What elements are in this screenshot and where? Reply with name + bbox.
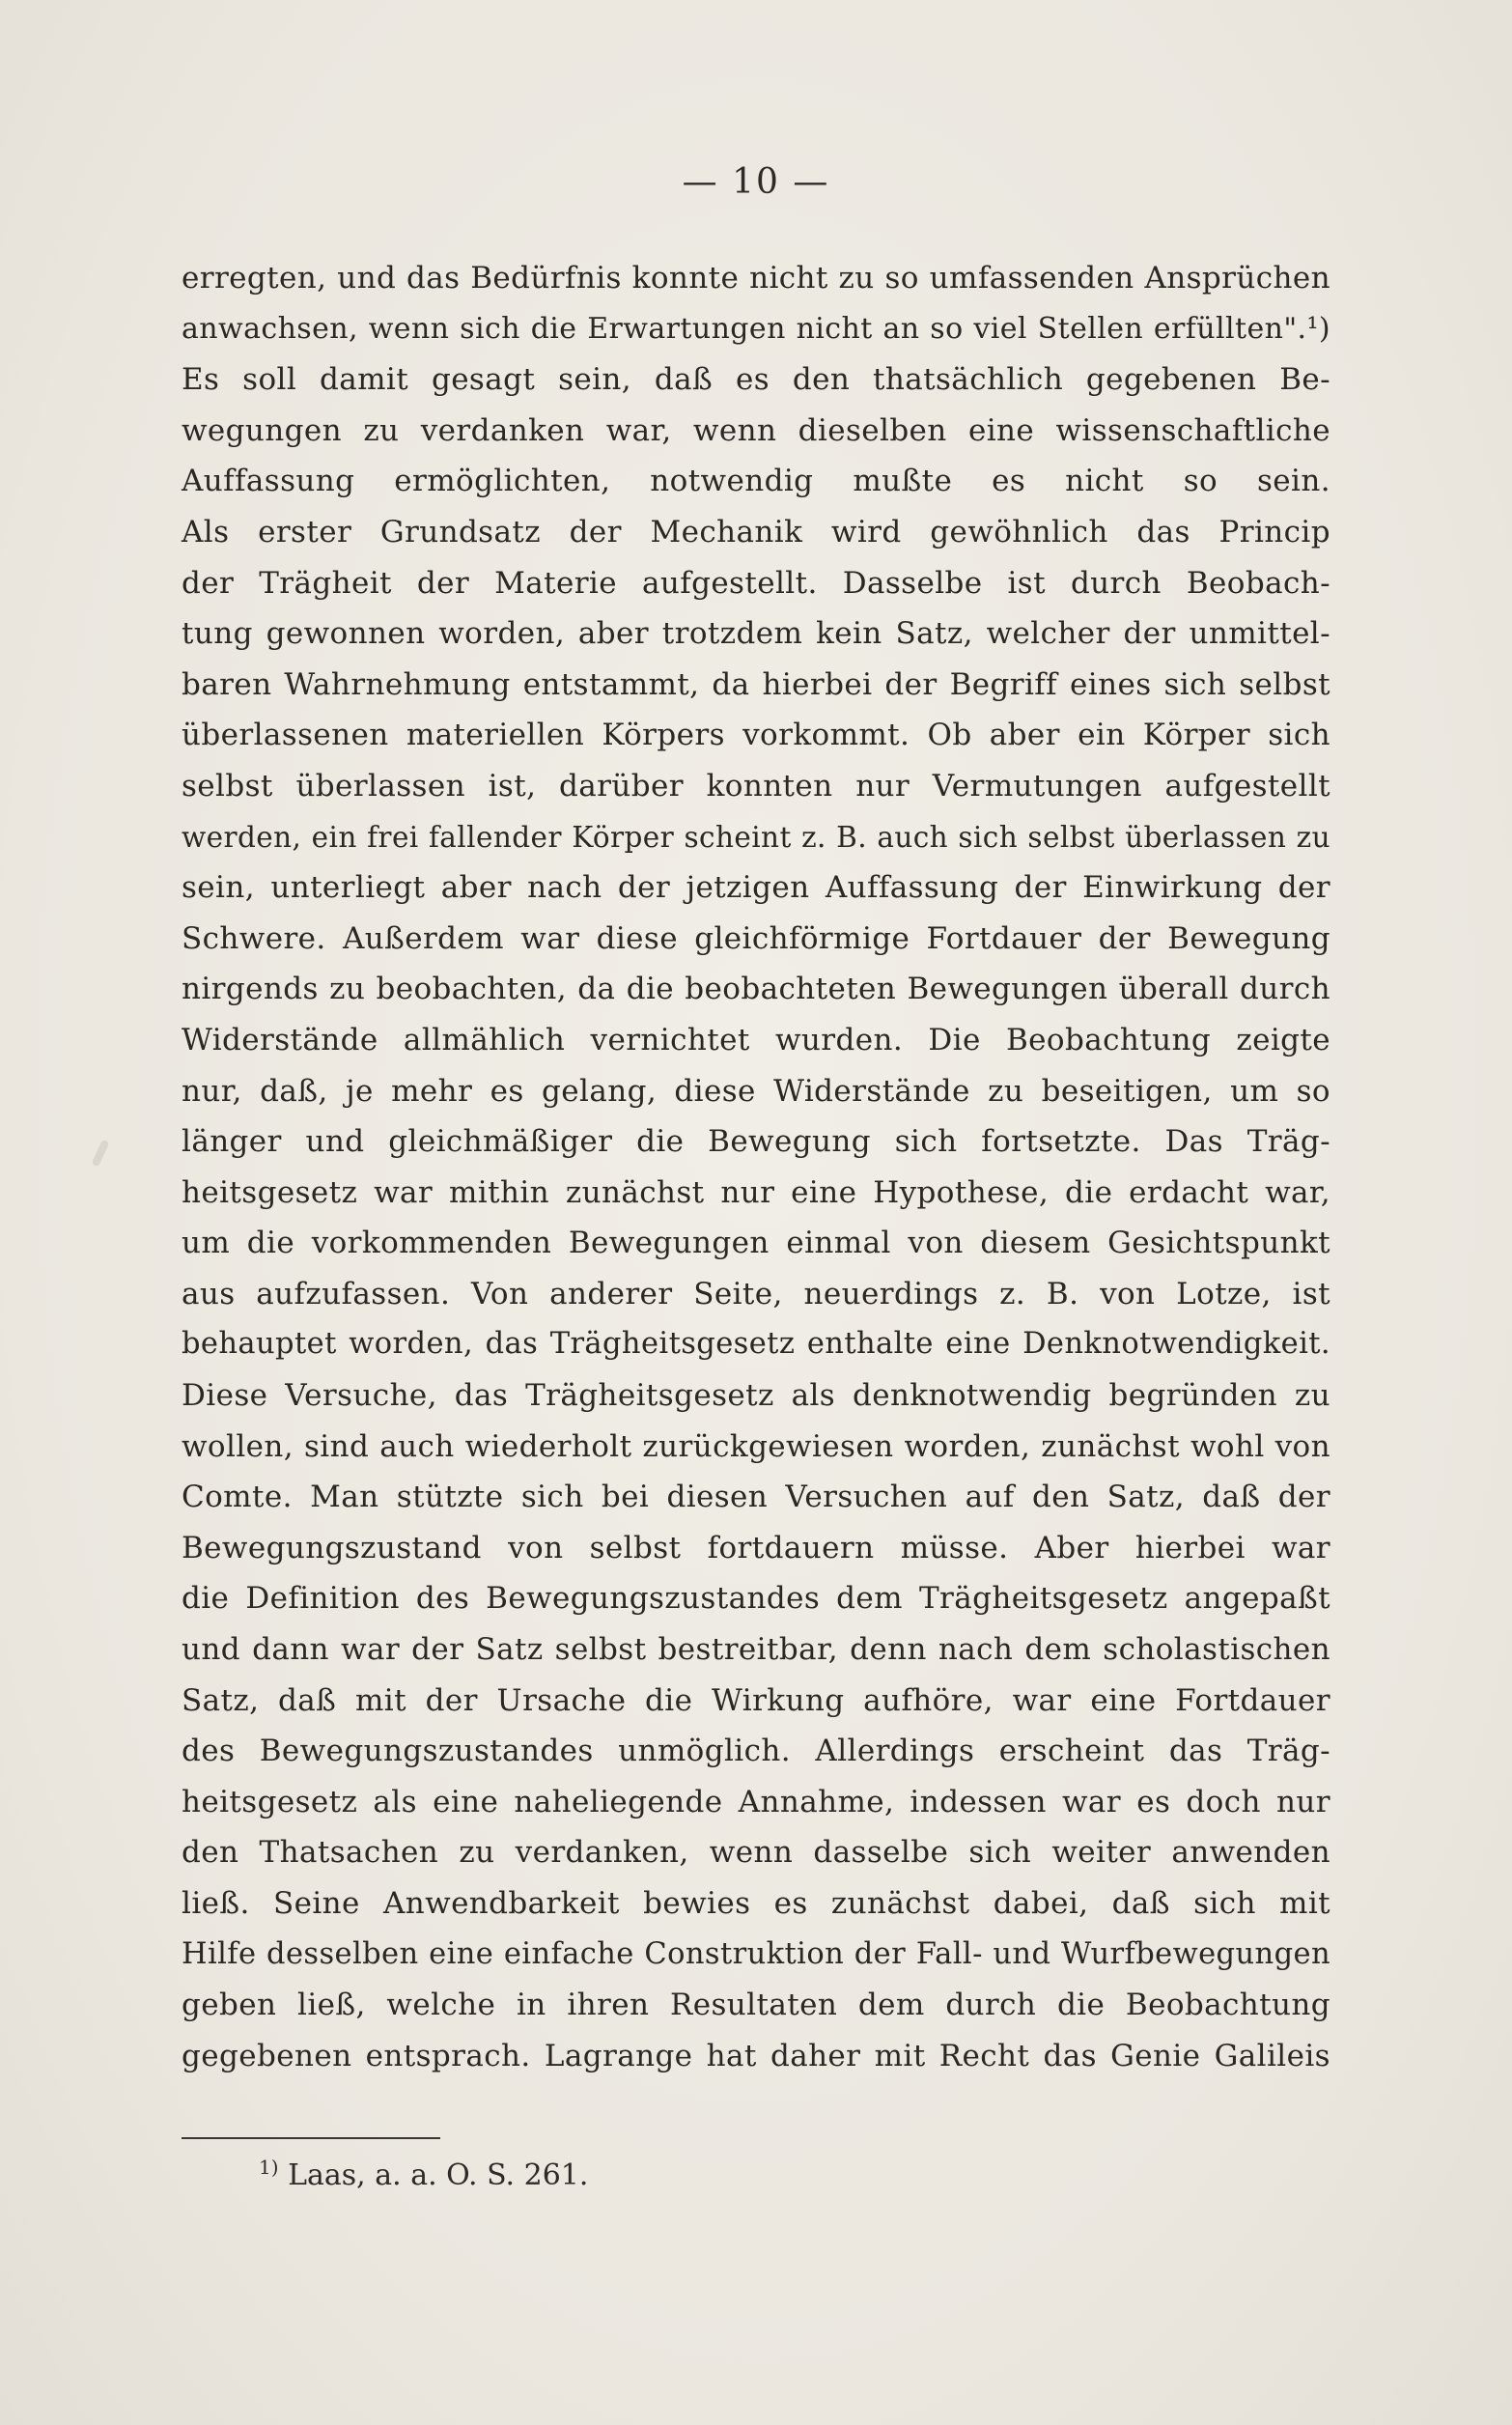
footnote-marker: 1)	[259, 2156, 279, 2179]
text-line: aus aufzufassen. Von anderer Seite, neuerdings z. B. von Lotze, ist	[182, 1276, 1330, 1311]
body-text	[182, 253, 1330, 2081]
text-line: Comte. Man stützte sich bei diesen Versuchen auf den Satz, daß der	[182, 1480, 1330, 1515]
text-line: nur, daß, je mehr es gelang, diese Widerstände zu beseitigen, um so	[182, 1073, 1330, 1109]
text-line: länger und gleichmäßiger die Bewegung sich fortsetzte. Das Träg-	[182, 1124, 1330, 1160]
text-line: um die vorkommenden Bewegungen einmal von diesem Gesichtspunkt	[182, 1226, 1330, 1261]
paper-smudge	[91, 1140, 109, 1168]
text-line: der Trägheit der Materie aufgestellt. Dasselbe ist durch Beobach-	[182, 565, 1330, 601]
text-line: Schwere. Außerdem war diese gleichförmige Fortdauer der Bewegung	[182, 920, 1330, 956]
text-line: baren Wahrnehmung entstammt, da hierbei der Begriff eines sich selbst	[182, 666, 1330, 702]
text-line: sein, unterliegt aber nach der jetzigen Auffassung der Einwirkung der	[182, 870, 1330, 906]
text-line: wegungen zu verdanken war, wenn dieselben eine wissenschaftliche	[182, 412, 1330, 448]
footnote	[259, 2146, 588, 2197]
text-line: die Definition des Bewegungszustandes dem Trägheitsgesetz angepaßt	[182, 1581, 1330, 1617]
text-line: werden, ein frei fallender Körper scheint z. B. auch sich selbst überlassen zu	[182, 820, 1330, 854]
text-line: den Thatsachen zu verdanken, wenn dasselbe sich weiter anwenden	[182, 1835, 1330, 1871]
footnote-rule	[182, 2137, 440, 2139]
text-line: Auffassung ermöglichten, notwendig mußte es nicht so sein.	[182, 464, 1330, 499]
text-line: heitsgesetz war mithin zunächst nur eine Hypothese, die erdacht war,	[182, 1174, 1330, 1210]
text-line: selbst überlassen ist, darüber konnten nur Vermutungen aufgestellt	[182, 768, 1330, 804]
text-line: gegebenen entsprach. Lagrange hat daher mit Recht das Genie Galileis	[182, 2038, 1330, 2073]
text-line: Bewegungszustand von selbst fortdauern müsse. Aber hierbei war	[182, 1530, 1330, 1565]
text-line: anwachsen, wenn sich die Erwartungen nicht an so viel Stellen erfüllten".¹)	[182, 311, 1330, 346]
text-line: überlassenen materiellen Körpers vorkommt. Ob aber ein Körper sich	[182, 718, 1330, 753]
text-line: erregten, und das Bedürfnis konnte nicht zu so umfassenden Ansprüchen	[182, 261, 1330, 296]
text-line: Widerstände allmählich vernichtet wurden. Die Beobachtung zeigte	[182, 1022, 1330, 1057]
text-line: ließ. Seine Anwendbarkeit bewies es zunächst dabei, daß sich mit	[182, 1886, 1330, 1921]
text-line: und dann war der Satz selbst bestreitbar, denn nach dem scholastischen	[182, 1632, 1330, 1668]
footnote-text: Laas, a. a. O. S. 261.	[288, 2158, 589, 2192]
text-line: Hilfe desselben eine einfache Construktion der Fall- und Wurfbewegungen	[182, 1936, 1330, 1971]
text-line: des Bewegungszustandes unmöglich. Allerdings erscheint das Träg-	[182, 1734, 1330, 1769]
text-line: behauptet worden, das Trägheitsgesetz enthalte eine Denknotwendigkeit.	[182, 1327, 1330, 1362]
text-line: Diese Versuche, das Trägheitsgesetz als denknotwendig begründen zu	[182, 1378, 1330, 1414]
text-line: Satz, daß mit der Ursache die Wirkung aufhöre, war eine Fortdauer	[182, 1682, 1330, 1718]
text-line: wollen, sind auch wiederholt zurückgewiesen worden, zunächst wohl von	[182, 1428, 1330, 1464]
page-number: — 10 —	[682, 162, 830, 202]
text-line: geben ließ, welche in ihren Resultaten dem durch die Beobachtung	[182, 1988, 1330, 2023]
text-line: tung gewonnen worden, aber trotzdem kein Satz, welcher der unmittel-	[182, 616, 1330, 652]
text-line: nirgends zu beobachten, da die beobachteten Bewegungen überall durch	[182, 972, 1330, 1007]
text-line: heitsgesetz als eine naheliegende Annahme, indessen war es doch nur	[182, 1784, 1330, 1819]
text-line: Als erster Grundsatz der Mechanik wird gewöhnlich das Princip	[182, 514, 1330, 550]
text-line: Es soll damit gesagt sein, daß es den thatsächlich gegebenen Be-	[182, 362, 1330, 398]
